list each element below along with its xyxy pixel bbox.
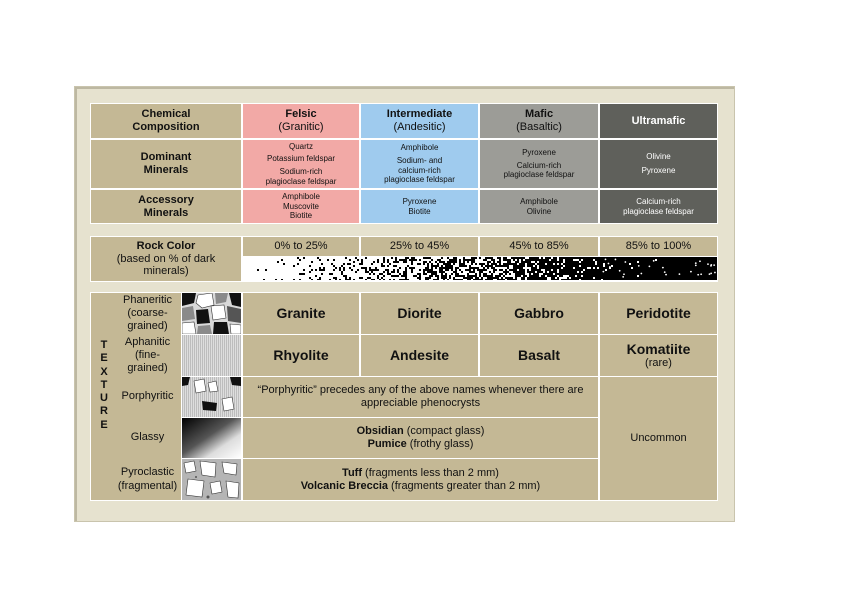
rock-granite: Granite [243,293,359,334]
felsic-header: Felsic (Granitic) [243,104,359,138]
pyroclastic-texture-swatch [182,459,241,500]
color-range-ultramafic: 85% to 100% [600,237,717,256]
dominant-minerals-header: Dominant Minerals [91,140,241,188]
texture-pyroclastic-label: Pyroclastic (fragmental) [117,466,178,492]
texture-phaneritic-label: Phaneritic (coarse- grained) [123,293,172,333]
ultramafic-dominant-minerals: Olivine Pyroxene [600,140,717,188]
texture-glassy-label: Glassy [130,431,165,444]
color-range-mafic: 45% to 85% [480,237,598,256]
texture-porphyritic-label: Porphyritic [121,390,174,403]
rock-basalt: Basalt [480,335,598,376]
texture-aphanitic-label: Aphanitic (fine- grained) [124,335,171,375]
color-range-intermediate: 25% to 45% [361,237,478,256]
uncommon-cell: Uncommon [600,377,717,500]
ultramafic-accessory-minerals: Calcium-rich plagioclase feldspar [600,190,717,223]
aphanitic-texture-swatch [182,335,241,376]
rock-diorite: Diorite [361,293,478,334]
texture-vertical-label: T E X T U R E [100,339,108,431]
pyroclastic-description: Tuff (fragments less than 2 mm) Volcanic Breccia (fragments greater than 2 mm) [243,459,598,500]
rock-rhyolite: Rhyolite [243,335,359,376]
intermediate-accessory-minerals: Pyroxene Biotite [361,190,478,223]
rock-peridotite: Peridotite [600,293,717,334]
rock-komatiite: Komatiite (rare) [600,335,717,376]
felsic-dominant-minerals: Quartz Potassium feldspar Sodium-rich plagioclase feldspar [243,140,359,188]
mafic-dominant-minerals: Pyroxene Calcium-rich plagioclase feldspar [480,140,598,188]
mafic-accessory-minerals: Amphibole Olivine [480,190,598,223]
intermediate-dominant-minerals: Amphibole Sodium- and calcium-rich plagioclase feldspar [361,140,478,188]
felsic-accessory-minerals: Amphibole Muscovite Biotite [243,190,359,223]
color-range-felsic: 0% to 25% [243,237,359,256]
rock-gabbro: Gabbro [480,293,598,334]
intermediate-header: Intermediate (Andesitic) [361,104,478,138]
mafic-header: Mafic (Basaltic) [480,104,598,138]
glassy-description: Obsidian (compact glass) Pumice (frothy glass) [243,418,598,458]
ultramafic-header: Ultramafic [600,104,717,138]
accessory-minerals-header: Accessory Minerals [91,190,241,223]
rock-color-label: Rock Color (based on % of dark minerals) [91,237,241,281]
dark-mineral-gradient-bar [243,257,717,280]
porphyritic-description: “Porphyritic” precedes any of the above names whenever there are appreciable phenocrysts [243,377,598,417]
rock-andesite: Andesite [361,335,478,376]
porphyritic-texture-swatch [182,377,241,417]
chemical-composition-header: Chemical Composition [91,104,241,138]
phaneritic-texture-swatch [182,293,241,334]
glassy-texture-swatch [182,418,241,458]
